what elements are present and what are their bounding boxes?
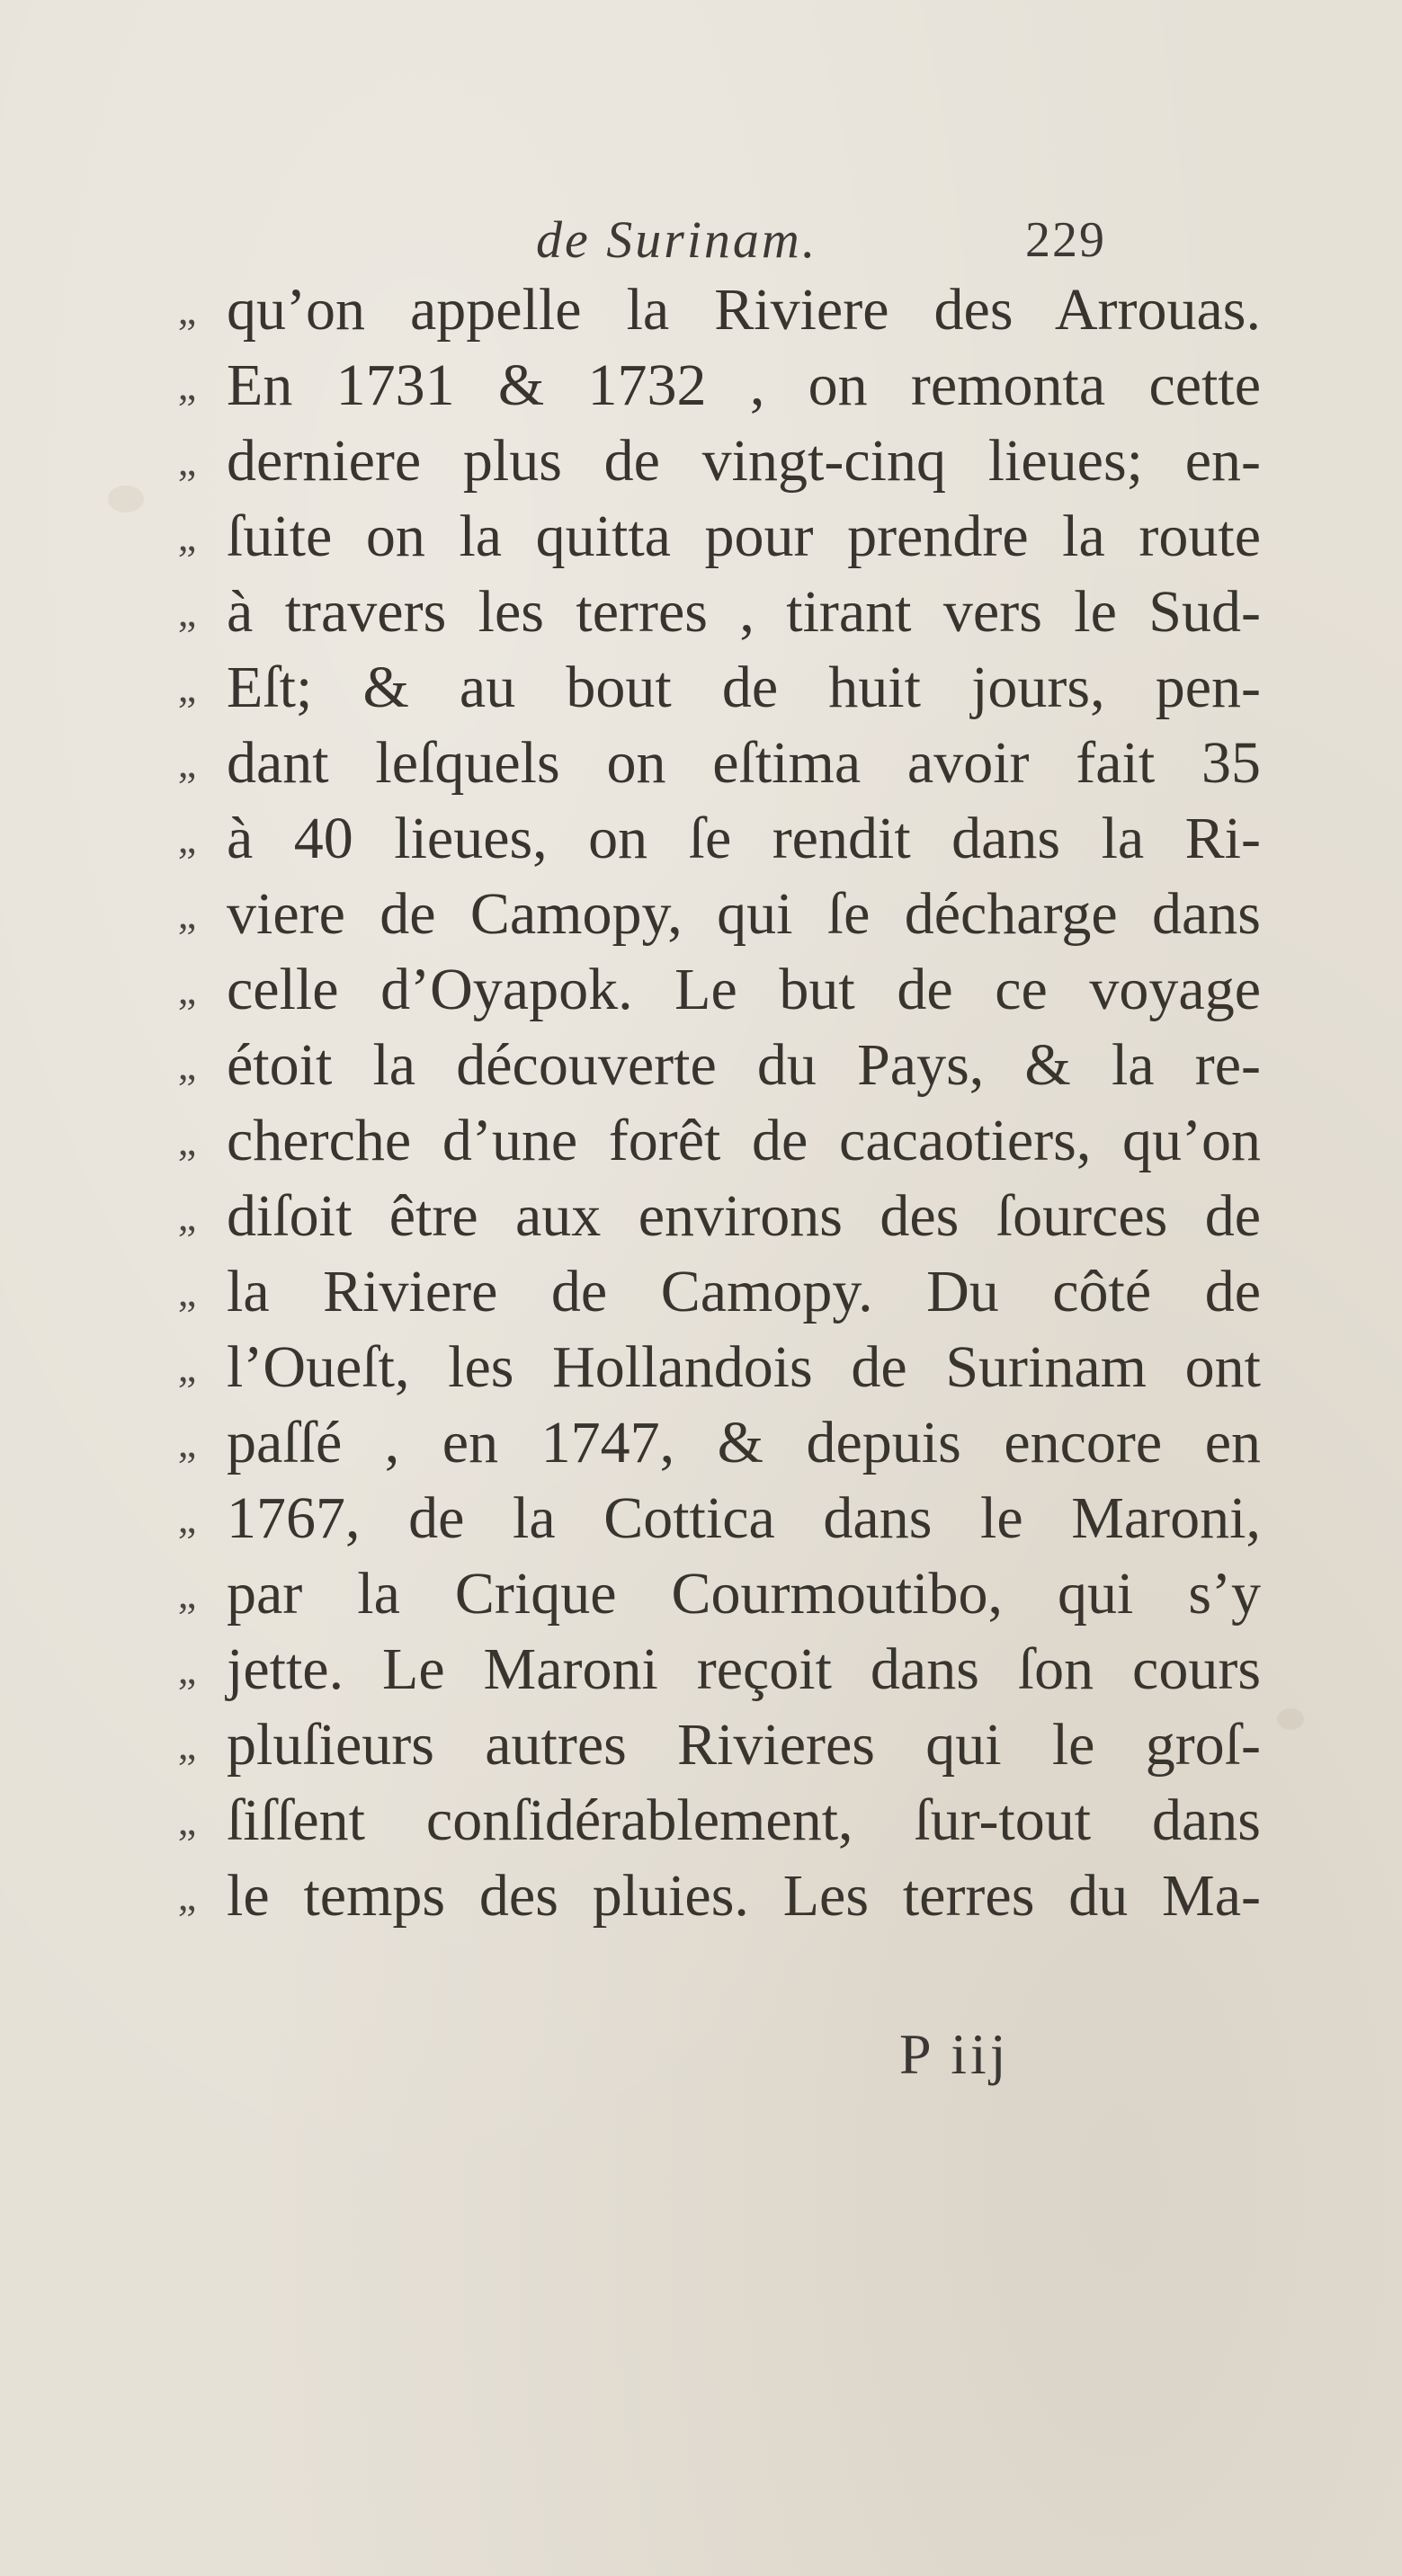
line-text: pluſieurs autres Rivieres qui le groſ-	[227, 1712, 1261, 1778]
text-line	[0, 1629, 1402, 1705]
quotation-mark: ,,	[178, 1042, 195, 1088]
line-text: l’Oueſt, les Hollandois de Surinam ont	[227, 1334, 1261, 1400]
text-line	[0, 270, 1402, 345]
quotation-mark: ,,	[178, 1118, 195, 1163]
line-text: dant leſquels on eſtima avoir fait 35	[227, 730, 1261, 796]
text-line	[0, 1101, 1402, 1176]
quotation-mark: ,,	[178, 1873, 195, 1919]
quotation-mark: ,,	[178, 1722, 195, 1768]
text-line	[0, 1025, 1402, 1101]
quotation-mark: ,,	[178, 589, 195, 635]
text-line	[0, 1856, 1402, 1931]
text-line	[0, 421, 1402, 496]
quotation-mark: ,,	[178, 1344, 195, 1390]
text-line	[0, 798, 1402, 874]
text-line	[0, 874, 1402, 949]
line-text: diſoit être aux environs des ſources de	[227, 1183, 1261, 1249]
line-text: 1767, de la Cottica dans le Maroni,	[227, 1485, 1261, 1551]
text-line	[0, 1252, 1402, 1327]
text-line	[0, 572, 1402, 647]
line-text: Eſt; & au bout de huit jours, pen-	[227, 655, 1261, 720]
quotation-mark: ,,	[178, 287, 195, 333]
text-line	[0, 1403, 1402, 1478]
quotation-mark: ,,	[178, 816, 195, 861]
line-text: viere de Camopy, qui ſe décharge dans	[227, 881, 1261, 947]
body-text	[0, 270, 1402, 1931]
line-text: paſſé , en 1747, & depuis encore en	[227, 1410, 1261, 1475]
quotation-mark: ,,	[178, 1420, 195, 1466]
line-text: ſuite on la quitta pour prendre la route	[227, 504, 1261, 569]
line-text: ſiſſent conſidérablement, ſur-tout dans	[227, 1787, 1261, 1853]
text-line	[0, 949, 1402, 1025]
page-header	[0, 209, 1402, 272]
line-text: étoit la découverte du Pays, & la re-	[227, 1032, 1261, 1098]
line-text: qu’on appelle la Riviere des Arrouas.	[227, 277, 1261, 343]
text-line	[0, 496, 1402, 572]
line-text: à 40 lieues, on ſe rendit dans la Ri-	[227, 806, 1261, 871]
text-line	[0, 1780, 1402, 1856]
quotation-mark: ,,	[178, 438, 195, 484]
quotation-mark: ,,	[178, 740, 195, 786]
running-head: de Surinam.	[536, 210, 818, 269]
line-text: la Riviere de Camopy. Du côté de	[227, 1259, 1261, 1324]
text-line	[0, 647, 1402, 723]
text-line	[0, 1554, 1402, 1629]
text-line	[0, 345, 1402, 421]
line-text: derniere plus de vingt-cinq lieues; en-	[227, 428, 1261, 494]
text-line	[0, 1176, 1402, 1252]
line-text: celle d’Oyapok. Le but de ce voyage	[227, 957, 1261, 1022]
line-text: jette. Le Maroni reçoit dans ſon cours	[227, 1636, 1261, 1702]
page-number: 229	[1025, 212, 1106, 268]
quotation-mark: ,,	[178, 1495, 195, 1541]
line-text: En 1731 & 1732 , on remonta cette	[227, 352, 1261, 418]
quotation-mark: ,,	[178, 1571, 195, 1617]
text-line	[0, 1705, 1402, 1780]
quotation-mark: ,,	[178, 891, 195, 937]
quotation-mark: ,,	[178, 1797, 195, 1843]
quotation-mark: ,,	[178, 1646, 195, 1692]
line-text: le temps des pluies. Les terres du Ma-	[227, 1863, 1261, 1929]
quotation-mark: ,,	[178, 362, 195, 408]
text-line	[0, 1478, 1402, 1554]
signature-mark: P iij	[899, 2022, 1010, 2086]
text-line	[0, 1327, 1402, 1403]
quotation-mark: ,,	[178, 967, 195, 1012]
text-line	[0, 723, 1402, 798]
quotation-mark: ,,	[178, 1269, 195, 1315]
line-text: cherche d’une forêt de cacaotiers, qu’on	[227, 1108, 1261, 1173]
quotation-mark: ,,	[178, 664, 195, 710]
line-text: à travers les terres , tirant vers le Sud-	[227, 579, 1261, 645]
line-text: par la Crique Courmoutibo, qui s’y	[227, 1561, 1261, 1627]
quotation-mark: ,,	[178, 1193, 195, 1239]
quotation-mark: ,,	[178, 513, 195, 559]
